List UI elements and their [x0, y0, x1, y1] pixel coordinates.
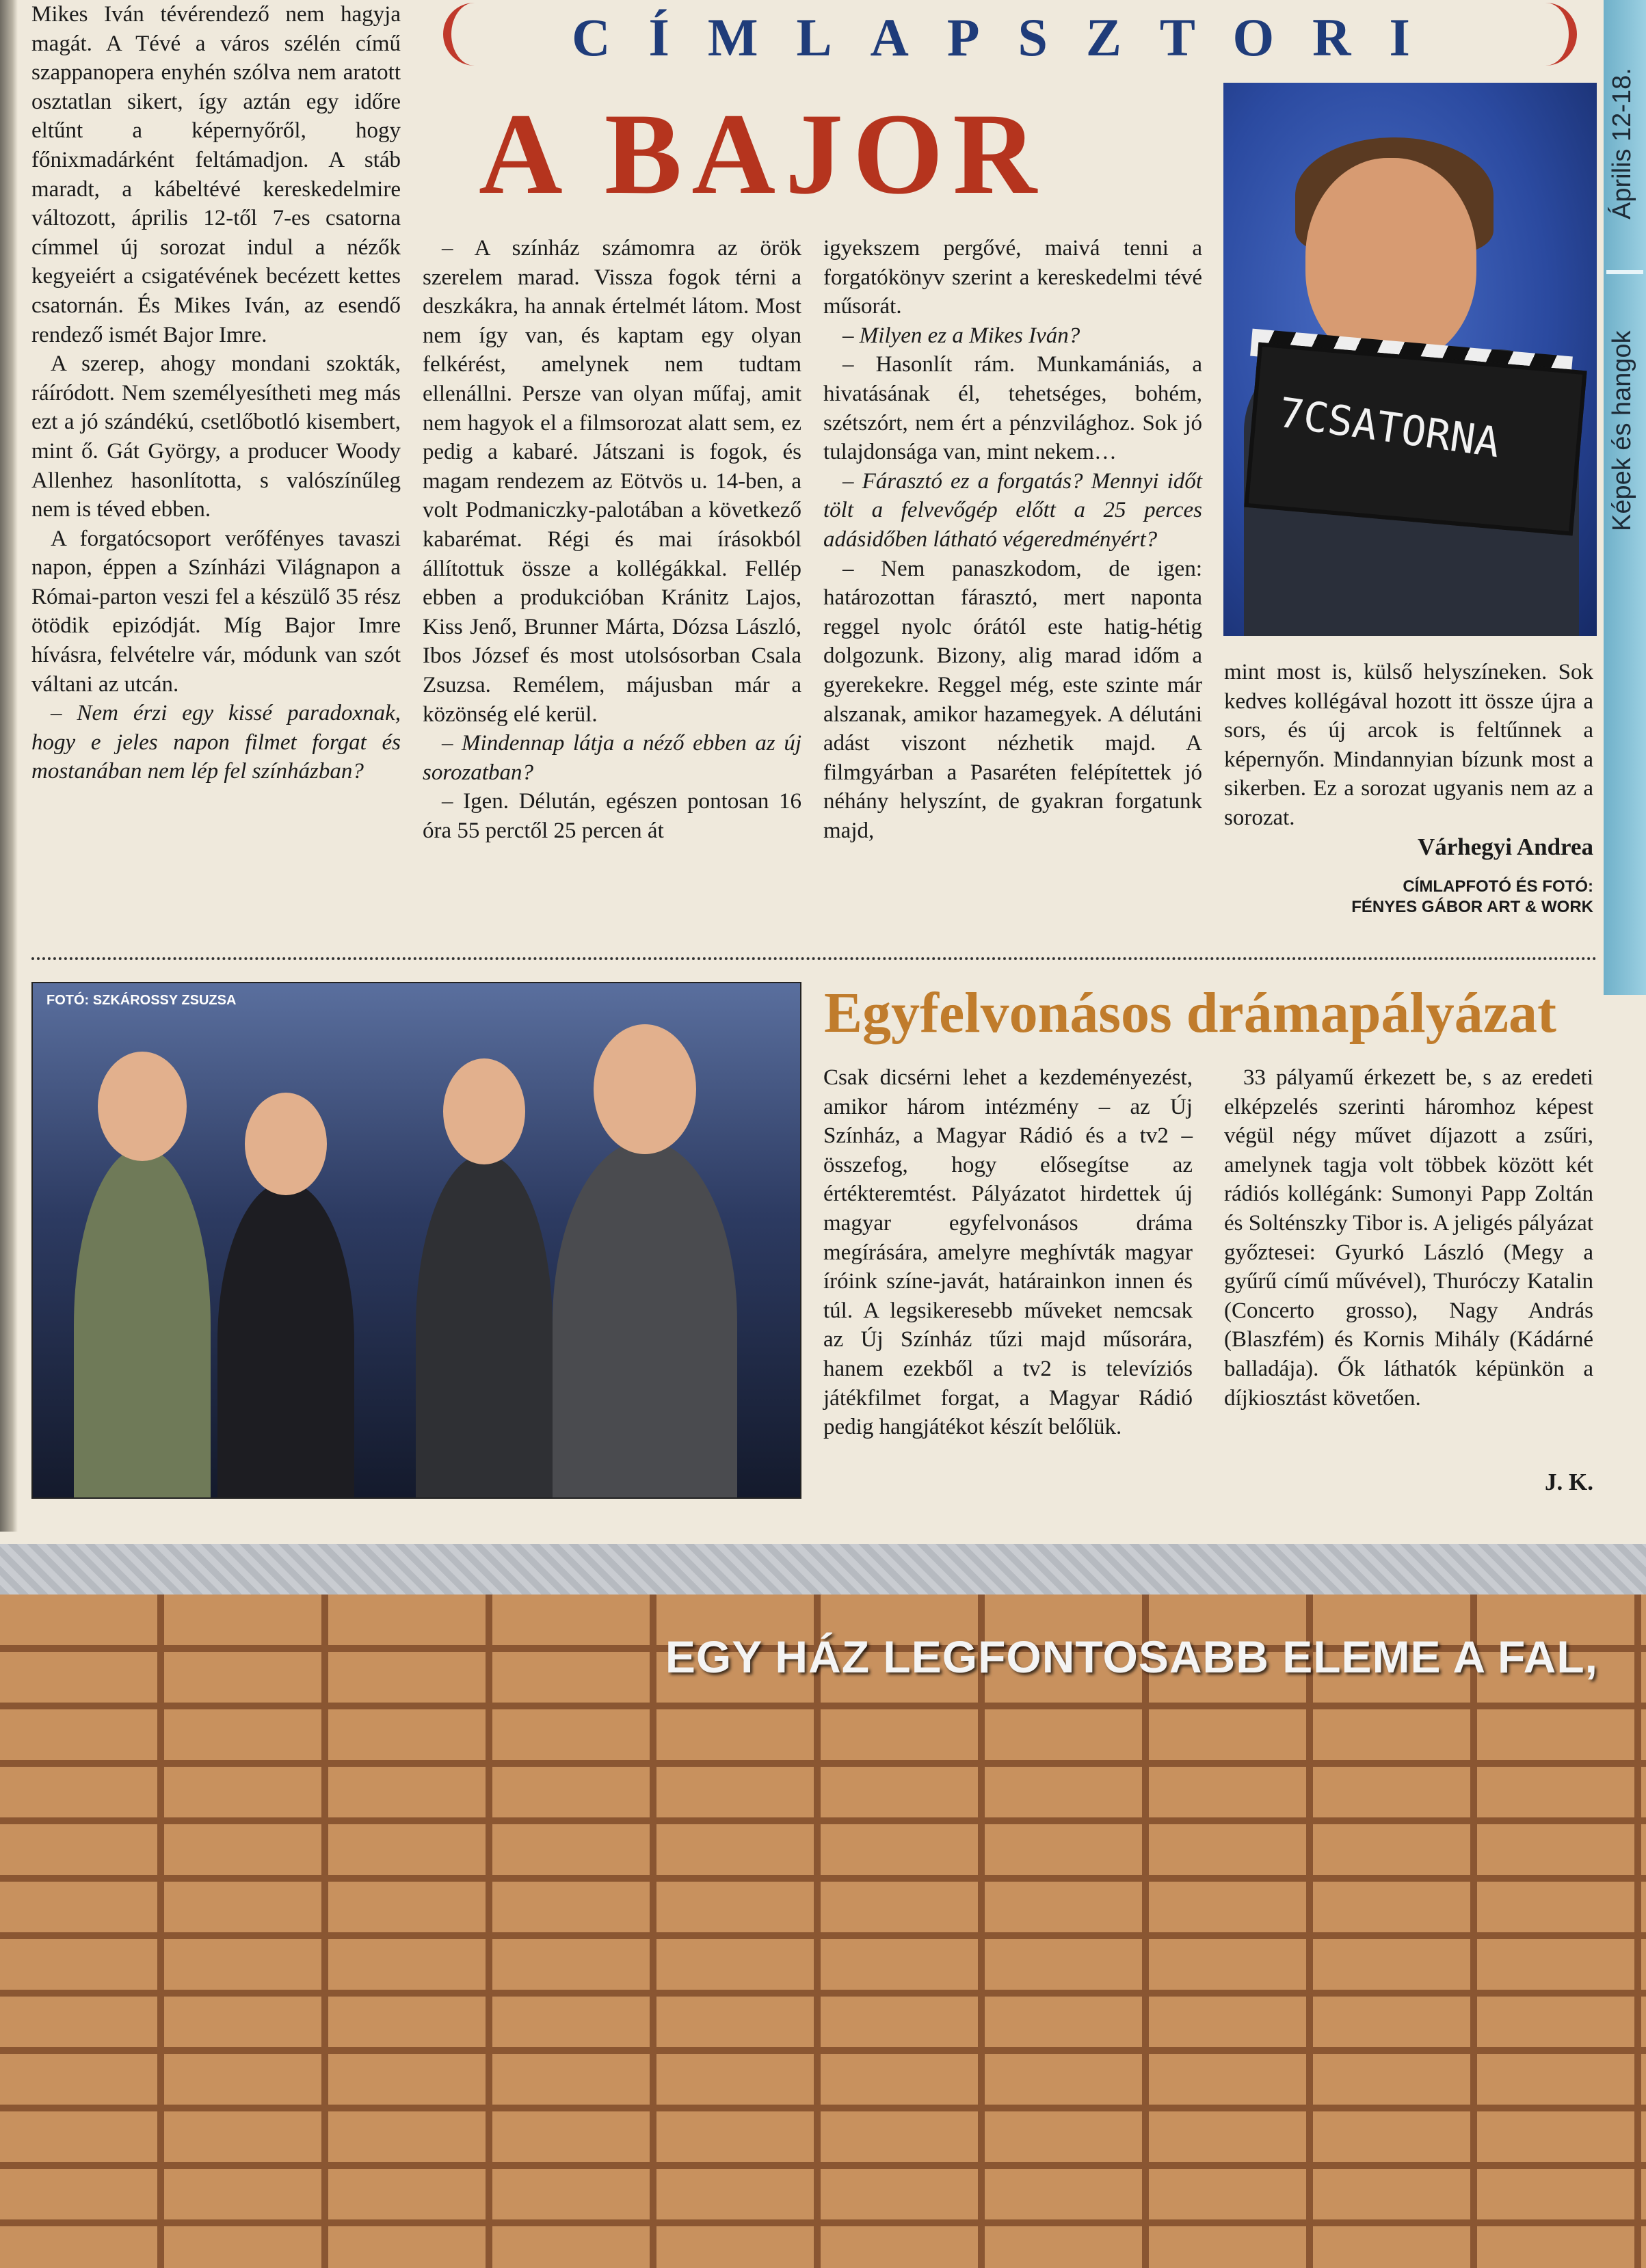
author-signature: Várhegyi Andrea	[1418, 833, 1593, 860]
interview-answer: – A színház számomra az örök szerelem marad. Vissza fogok térni a deszkákra, ha annak értelmét látom. Most nem így van, és kaptam egy olyan felkérést, amelynek nem tudtam ellenállni. Persze van olyan műfaj, amit nem hagyok el a filmsorozat alatt sem, ez pedig a kabaré. Játszani is fogok, és magam rendezem az Eötvös u. 14-ben, a volt Podmaniczky-palotában a következő kabarémat. Régi és mai írásokból állítottuk össze a kollégákkal. Fellép ebben a produkcióban Kránitz Lajos, Kiss Jenő, Brunner Márta, Dózsa László, Ibos József és most utolsósorban Csala Zsuzsa. Remélem, májusban már a közönség elé kerül.	[423, 236, 801, 727]
interview-question: – Nem érzi egy kissé paradoxnak, hogy e jeles napon filmet forgat és mostanában nem lép fel színházban?	[31, 701, 401, 784]
interview-answer: igyekszem pergővé, maivá tenni a forgatókönyv szerint a kereskedelmi tévé műsorát.	[823, 236, 1202, 319]
drama-column-1	[823, 1063, 1193, 1442]
article-paragraph: A forgatócsoport verőfényes tavaszi napon, éppen a Színházi Világnapon a Római-parton veszi fel a készülő 35 rész ötödik epizódját. Míg Bajor Imre hívásra, felvételre vár, módunk van szót váltani az utcán.	[31, 526, 401, 697]
section-name: Képek és hangok	[1608, 330, 1636, 531]
photo-credit-small: FOTÓ: SZKÁROSSY ZSUZSA	[47, 993, 237, 1008]
issue-date: Április 12-18.	[1608, 68, 1636, 219]
interview-question: – Fárasztó ez a forgatás? Mennyi időt tölt a felvevőgép előtt a 25 perces adásidőben látható végeredményért?	[823, 468, 1202, 552]
interview-answer: – Nem panaszkodom, de igen: határozottan fárasztó, mert naponta reggel nyolc órától este hatig-hétig dolgozunk. Bizony, alig marad időm a gyerekekre. Reggel még, este szinte már alszanak, amikor hazamegyek. A délutáni adást viszont nézhetik majd. A filmgyárban a Pasaréten felépítettek jó néhány helyszínt, de gyakran forgatunk majd,	[823, 556, 1202, 843]
article-column-1	[31, 0, 401, 786]
person-3-head	[443, 1058, 525, 1164]
interview-question: – Mindennap látja a néző ebben az új sorozatban?	[423, 731, 801, 785]
person-1-head	[98, 1052, 187, 1161]
drama-paragraph: 33 pályamű érkezett be, s az eredeti elképzelés szerinti háromhoz képest végül négy művet díjazott a zsűri, amelynek tagja volt többek között két rádiós kollégánk: Sumonyi Papp Zoltán és Solténszky Tibor is. A jeligés pályázat győztesei: Gyurkó László (Megy a gyűrű című művével), Thuróczy Katalin (Concerto grosso), Nagy András (Blaszfém) és Kornis Mihály (Kádárné balladája). Ők láthatók képünkön a díjkiosztást követően.	[1224, 1065, 1593, 1411]
drama-contest-title: Egyfelvonásos drámapályázat	[824, 981, 1556, 1045]
photo-credit-line-1: CÍMLAPFOTÓ ÉS FOTÓ:	[1403, 877, 1593, 896]
section-kicker: CÍMLAPSZTORI	[572, 8, 1448, 67]
clapboard-text: 7CSATORNA	[1275, 388, 1503, 468]
award-ceremony-photo	[31, 982, 801, 1499]
person-4	[553, 1140, 737, 1499]
person-2-head	[245, 1093, 327, 1195]
person-1	[74, 1147, 211, 1499]
interview-answer: – Hasonlít rám. Munkamániás, a hivatásának él, tehetséges, bohém, szétszórt, nem ért a pénzvilághoz. Sok jó tulajdonsága van, mint nekem…	[823, 352, 1202, 465]
person-4-head	[594, 1024, 696, 1154]
person-2	[217, 1182, 354, 1499]
interview-question: – Milyen ez a Mikes Iván?	[842, 323, 1080, 348]
page-spine-shadow	[0, 0, 18, 1532]
drama-signature: J. K.	[1545, 1469, 1593, 1495]
article-headline: A BAJOR	[479, 90, 1047, 218]
section-side-tab	[1604, 0, 1646, 995]
photo-credit	[1224, 877, 1593, 918]
person-3	[416, 1154, 553, 1499]
article-paragraph: Mikes Iván tévérendező nem hagyja magát. A Tévé a város szélén című szappanopera enyhén szólva nem aratott osztatlan sikert, így aztán egy időre eltűnt a képernyőről, hogy főnixmadárként feltámadjon. A stáb maradt, a kábeltévé kereskedelmire változott, április 12-től 7-es csatorna címmel új sorozat indul a nézők kegyeiért a csigatévének becézett kettes csatornán. És Mikes Iván, az esendő rendező ismét Bajor Imre.	[31, 2, 401, 347]
photo-credit-line-2: FÉNYES GÁBOR ART & WORK	[1351, 898, 1593, 916]
cover-portrait-photo	[1223, 83, 1597, 636]
interview-answer: – Igen. Délután, egészen pontosan 16 óra 55 perctől 25 percen át	[423, 789, 801, 843]
portrait-face	[1305, 158, 1476, 363]
article-column-3	[823, 234, 1202, 845]
drama-paragraph: Csak dicsérni lehet a kezdeményezést, amikor három intézmény – az Új Színház, a Magyar Rádió és a tv2 – összefog, hogy elősegítse az értékteremtést. Pályázatot hirdettek új magyar egyfelvonásos dráma megírására, amelyre meghívták magyar íróink színe-javát, határainkon innen és túl. A legsikeresebb műveket nemcsak az Új Színház tűzi majd műsorára, hanem ezekből a tv2 is televíziós játékfilmet forgat, a Magyar Rádió pedig hangjátékot készít belőlük.	[823, 1065, 1193, 1440]
tab-divider	[1606, 270, 1643, 274]
ad-headline: EGY HÁZ LEGFONTOSABB ELEME A FAL,	[665, 1631, 1598, 1682]
article-column-4	[1224, 658, 1593, 833]
drama-column-2	[1224, 1063, 1593, 1413]
article-column-2	[423, 234, 801, 845]
section-divider	[31, 957, 1597, 960]
brick-wall-ad	[0, 1595, 1646, 2268]
ad-decorative-band	[0, 1544, 1646, 1595]
interview-answer: mint most is, külső helyszíneken. Sok kedves kollégával hozott itt össze újra a sors, és új arcok is feltűnnek a képernyőn. Mindannyian bízunk most a sikerben. Ez a sorozat ugyanis nem az a sorozat.	[1224, 660, 1593, 830]
article-paragraph: A szerep, ahogy mondani szokták, ráíródott. Nem személyesítheti meg más ezt a jó szándékú, csetlőbotló kisembert, mint ő. Gát György, a producer Woody Allenhez hasonlította, s valószínűleg nem is téved ebben.	[31, 351, 401, 522]
